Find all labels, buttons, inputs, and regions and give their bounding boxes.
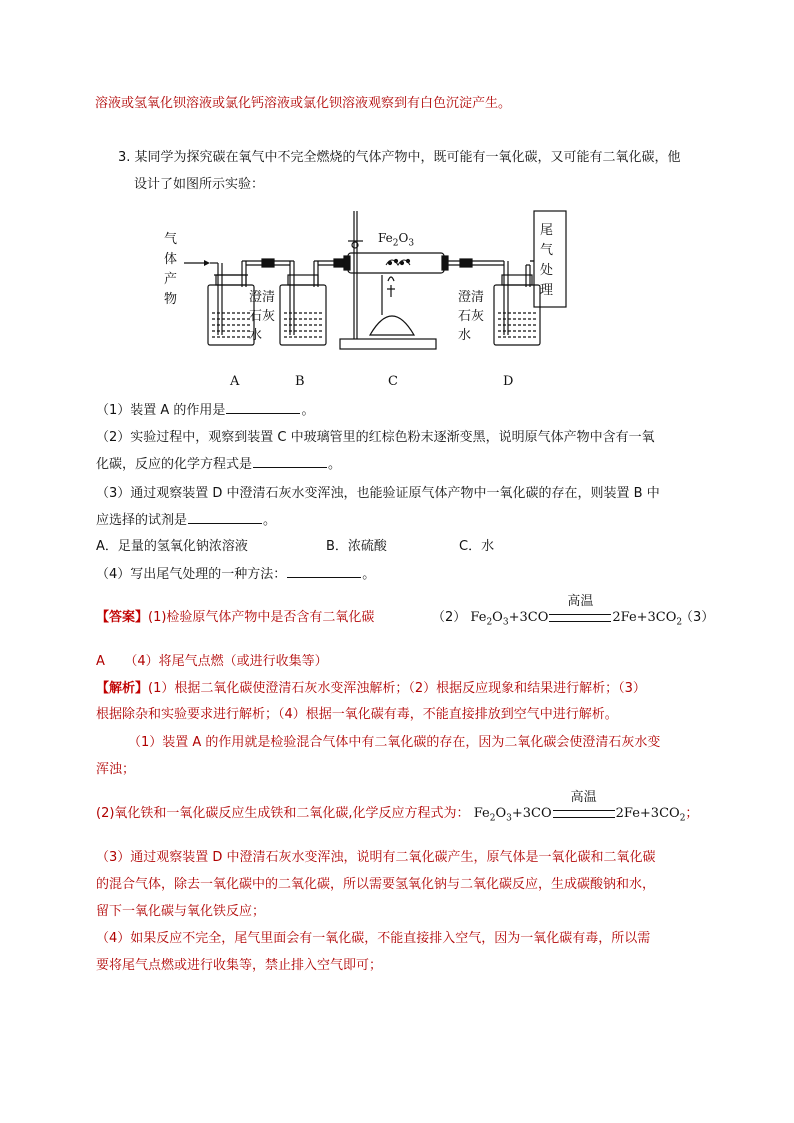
analysis-p2-text: (2)氧化铁和一氧化碳反应生成铁和二氧化碳,化学反应方程式为： xyxy=(96,806,470,821)
sub-question-2-line2 xyxy=(96,455,341,474)
answer-blank-3[interactable] xyxy=(188,511,262,524)
tail-char: 处 xyxy=(540,263,554,278)
bottle-b xyxy=(280,261,342,345)
gas-char: 体 xyxy=(164,252,178,267)
option-b[interactable]: B．浓硫酸 xyxy=(326,539,387,554)
limewater-text: 水 xyxy=(249,328,263,343)
analysis-text: (1）根据二氧化碳使澄清石灰水变浑浊解析；（2）根据反应现象和结果进行解析；（3） xyxy=(148,681,646,696)
limewater-text: 澄清 xyxy=(249,290,276,305)
answer-part1: (1)检验原气体产物中是否含有二氧化碳 xyxy=(148,610,375,625)
answer-part3-num: （3） xyxy=(680,610,715,625)
q3-text: 应选择的试剂是 xyxy=(96,513,188,528)
equation-sign xyxy=(553,810,615,818)
gas-char: 产 xyxy=(164,272,178,287)
sub-question-4 xyxy=(96,565,375,584)
question-3-line2: 设计了如图所示实验： xyxy=(134,177,265,192)
tail-char: 理 xyxy=(540,283,554,298)
sub-question-3-line2 xyxy=(96,511,276,530)
label-c: C xyxy=(388,374,398,389)
sub-question-3-line1: （3）通过观察装置 D 中澄清石灰水变浑浊，也能验证原气体产物中一氧化碳的存在，则装置 B 中 xyxy=(96,486,660,501)
tail-char: 尾 xyxy=(540,223,554,238)
limewater-text: 澄清 xyxy=(458,290,485,305)
analysis-line2: 根据除杂和实验要求进行解析；（4）根据一氧化碳有毒，不能直接排放到空气中进行解析。 xyxy=(96,707,618,722)
q4-text: （4）写出尾气处理的一种方法： xyxy=(96,567,287,582)
answer-blank-1[interactable] xyxy=(226,401,300,414)
fe2o3-label: $Fe_2O_3$ xyxy=(378,231,415,249)
tail-char: 气 xyxy=(540,243,554,258)
q2-text: 化碳，反应的化学方程式是 xyxy=(96,457,253,472)
answer-line1 xyxy=(96,609,374,627)
analysis-tag: 【解析】 xyxy=(96,681,149,696)
answer-line2: A （4）将尾气点燃（或进行收集等） xyxy=(96,654,328,669)
tail-gas-label xyxy=(540,221,553,301)
q4-end: 。 xyxy=(362,567,376,582)
label-a: A xyxy=(230,374,240,389)
analysis-p3-line1: （3）通过观察装置 D 中澄清石灰水变浑浊，说明有二氧化碳产生，原气体是一氧化碳和二氧化碳 xyxy=(96,850,656,865)
answer-tag: 【答案】 xyxy=(96,610,149,625)
answer-blank-2[interactable] xyxy=(253,455,327,468)
answer-blank-4[interactable] xyxy=(287,565,361,578)
eq-left: $Fe_2O_3+3CO$ xyxy=(470,610,549,628)
analysis-p3-line3: 留下一氧化碳与氧化铁反应； xyxy=(96,904,266,919)
alcohol-lamp xyxy=(370,275,414,335)
apparatus-diagram xyxy=(158,205,578,395)
q3-end: 。 xyxy=(263,513,277,528)
continued-answer-line: 溶液或氢氧化钡溶液或氯化钙溶液或氯化钡溶液观察到有白色沉淀产生。 xyxy=(95,96,512,111)
limewater-text: 石灰 xyxy=(249,309,276,324)
eq-condition: 高温 xyxy=(567,594,594,609)
q1-text: （1）装置 A 的作用是 xyxy=(96,403,226,418)
eq-condition: 高温 xyxy=(570,790,597,805)
answer-equation xyxy=(432,594,683,632)
chemical-equation xyxy=(470,594,683,632)
equation-sign xyxy=(549,614,611,622)
question-text: 某同学为探究碳在氧气中不完全燃烧的气体产物中，既可能有一氧化碳，又可能有二氧化碳，他 xyxy=(134,150,681,165)
analysis-equation xyxy=(473,790,686,828)
answer-part2-num: （2） xyxy=(432,610,467,625)
label-b: B xyxy=(295,374,305,389)
analysis-p1-line2: 浑浊； xyxy=(96,762,136,777)
q1-end: 。 xyxy=(301,403,315,418)
option-a[interactable]: A．足量的氢氧化钠浓溶液 xyxy=(96,539,248,554)
analysis-line1 xyxy=(96,680,646,698)
limewater-text: 水 xyxy=(458,328,472,343)
analysis-p4-line1: （4）如果反应不完全，尾气里面会有一氧化碳，不能直接排入空气，因为一氧化碳有毒，所以需 xyxy=(96,931,651,946)
eq-right: $2Fe+3CO_2$ xyxy=(612,610,683,628)
limewater-label-d xyxy=(458,288,484,345)
eq-left: $Fe_2O_3+3CO$ xyxy=(473,806,552,824)
label-d: D xyxy=(503,374,514,389)
sub-question-2-line1: （2）实验过程中，观察到装置 C 中玻璃管里的红棕色粉末逐渐变黑，说明原气体产物中含有一氧 xyxy=(96,430,655,445)
question-3-line1 xyxy=(118,149,681,167)
sub-question-1 xyxy=(96,401,314,420)
analysis-p2 xyxy=(96,790,699,828)
analysis-p1-line1: （1）装置 A 的作用就是检验混合气体中有二氧化碳的存在，因为二氧化碳会使澄清石灰水变 xyxy=(128,735,661,750)
option-c[interactable]: C．水 xyxy=(459,539,495,554)
gas-label xyxy=(164,230,177,310)
limewater-text: 石灰 xyxy=(458,309,485,324)
analysis-p3-line2: 的混合气体，除去一氧化碳中的二氧化碳，所以需要氢氧化钠与二氧化碳反应，生成碳酸钠和水， xyxy=(96,877,656,892)
eq-right: $2Fe+3CO_2$ xyxy=(615,806,686,824)
analysis-p4-line2: 要将尾气点燃或进行收集等，禁止排入空气即可； xyxy=(96,958,383,973)
gas-char: 气 xyxy=(164,232,178,247)
q2-end: 。 xyxy=(328,457,342,472)
limewater-label-b xyxy=(249,288,275,345)
analysis-p2-end: ； xyxy=(685,806,699,821)
gas-char: 物 xyxy=(164,292,178,307)
glass-tube-c xyxy=(344,253,448,273)
question-number: 3. xyxy=(118,150,131,165)
